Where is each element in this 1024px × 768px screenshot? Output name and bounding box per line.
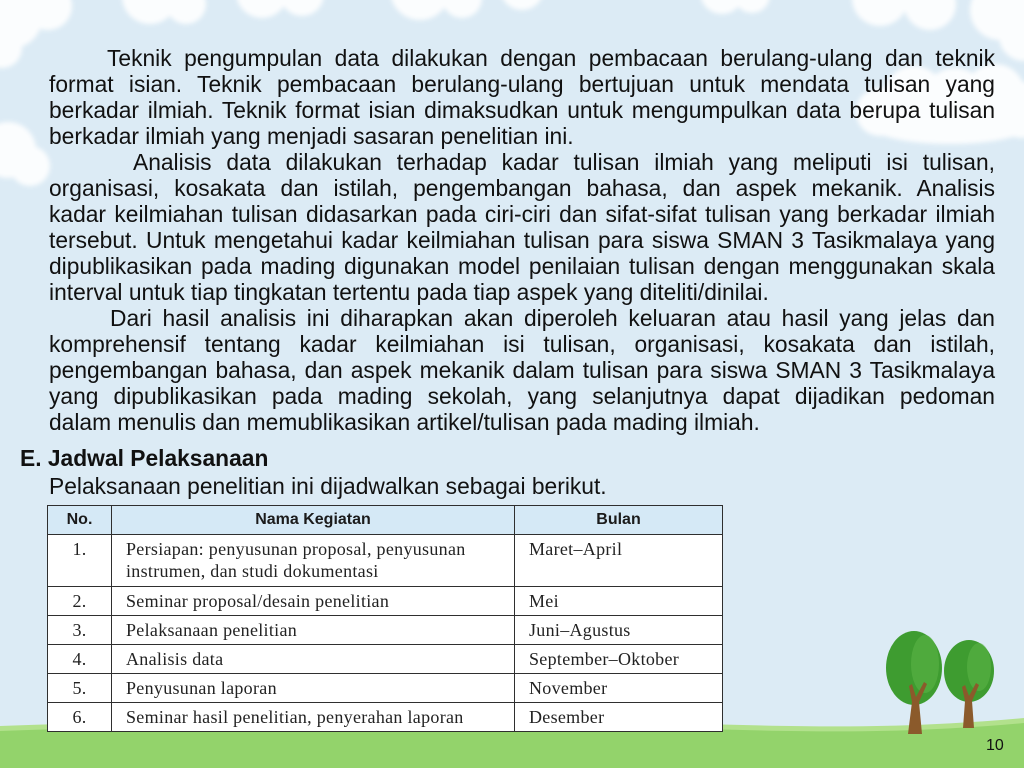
table-row bbox=[48, 645, 723, 674]
section-heading: E. Jadwal Pelaksanaan bbox=[20, 445, 269, 471]
table-header-activity: Nama Kegiatan bbox=[112, 506, 515, 535]
cell-month: Maret–April bbox=[515, 535, 723, 587]
text-line: Dari hasil analisis ini diharapkan akan diperoleh keluaran atau hasil yang jelas dan bbox=[110, 305, 995, 331]
page-number: 10 bbox=[986, 737, 1004, 754]
cell-activity: Penyusunan laporan bbox=[112, 674, 515, 703]
body-text bbox=[49, 45, 995, 435]
section-intro: Pelaksanaan penelitian ini dijadwalkan sebagai berikut. bbox=[49, 473, 607, 499]
table-header-month: Bulan bbox=[515, 506, 723, 535]
text-line: interval untuk tiap tingkatan tertentu pada tiap aspek yang diteliti/dinilai. bbox=[49, 279, 769, 305]
cell-activity: Seminar proposal/desain penelitian bbox=[112, 587, 515, 616]
table-row bbox=[48, 587, 723, 616]
schedule-table bbox=[47, 505, 723, 732]
text-line: dalam menulis dan memublikasikan artikel/tulisan pada mading ilmiah. bbox=[49, 409, 760, 435]
cell-no: 1. bbox=[48, 535, 112, 587]
text-line: berkadar ilmiah yang menjadi sasaran penelitian ini. bbox=[49, 123, 574, 149]
cell-month: November bbox=[515, 674, 723, 703]
text-line: pengembangan bahasa, dan aspek mekanik dalam tulisan para siswa SMAN 3 Tasikmalaya bbox=[49, 357, 995, 383]
table-header-no: No. bbox=[48, 506, 112, 535]
table-row bbox=[48, 703, 723, 732]
text-line: tersebut. Untuk mengetahui kadar keilmiahan tulisan para siswa SMAN 3 Tasikmalaya yang bbox=[49, 227, 995, 253]
cloud-decoration-left bbox=[0, 122, 50, 186]
text-line: kadar keilmiahan tulisan didasarkan pada ciri-ciri dan sifat-sifat tulisan yang berkadar ilmiah bbox=[49, 201, 995, 227]
paragraph-data-analysis bbox=[49, 149, 995, 305]
cell-month: Mei bbox=[515, 587, 723, 616]
text-line: dipublikasikan pada mading digunakan model penilaian tulisan dengan menggunakan skala bbox=[49, 253, 995, 279]
cell-activity: Pelaksanaan penelitian bbox=[112, 616, 515, 645]
cell-activity: Analisis data bbox=[112, 645, 515, 674]
text-line: komprehensif tentang kadar keilmiahan isi tulisan, organisasi, kosakata dan istilah, bbox=[49, 331, 995, 357]
table-row bbox=[48, 674, 723, 703]
paragraph-data-collection bbox=[49, 45, 995, 149]
table-row bbox=[48, 535, 723, 587]
cell-month: September–Oktober bbox=[515, 645, 723, 674]
text-line: Teknik pengumpulan data dilakukan dengan pembacaan berulang-ulang dan teknik bbox=[107, 45, 995, 71]
paragraph-expected-results bbox=[49, 305, 995, 435]
tree-illustration bbox=[944, 640, 994, 728]
cell-no: 3. bbox=[48, 616, 112, 645]
cell-month: Juni–Agustus bbox=[515, 616, 723, 645]
text-line: format isian. Teknik pembacaan berulang-ulang bertujuan untuk mendata tulisan yang bbox=[49, 71, 995, 97]
text-line: yang dipublikasikan pada mading sekolah, yang selanjutnya dapat dijadikan pedoman bbox=[49, 383, 995, 409]
cell-no: 5. bbox=[48, 674, 112, 703]
text-line: organisasi, kosakata dan istilah, pengembangan bahasa, dan aspek mekanik. Analisis bbox=[49, 175, 995, 201]
text-line: berkadar ilmiah. Teknik format isian dimaksudkan untuk mengumpulkan data berupa tulisan bbox=[49, 97, 995, 123]
text-line: Analisis data dilakukan terhadap kadar tulisan ilmiah yang meliputi isi tulisan, bbox=[133, 149, 995, 175]
cell-no: 2. bbox=[48, 587, 112, 616]
cell-activity: Persiapan: penyusunan proposal, penyusunan instrumen, dan studi dokumentasi bbox=[112, 535, 515, 587]
table-header-row bbox=[48, 506, 723, 535]
cell-activity: Seminar hasil penelitian, penyerahan laporan bbox=[112, 703, 515, 732]
table-row bbox=[48, 616, 723, 645]
cell-month: Desember bbox=[515, 703, 723, 732]
cell-no: 6. bbox=[48, 703, 112, 732]
tree-illustration bbox=[886, 631, 942, 734]
cell-no: 4. bbox=[48, 645, 112, 674]
